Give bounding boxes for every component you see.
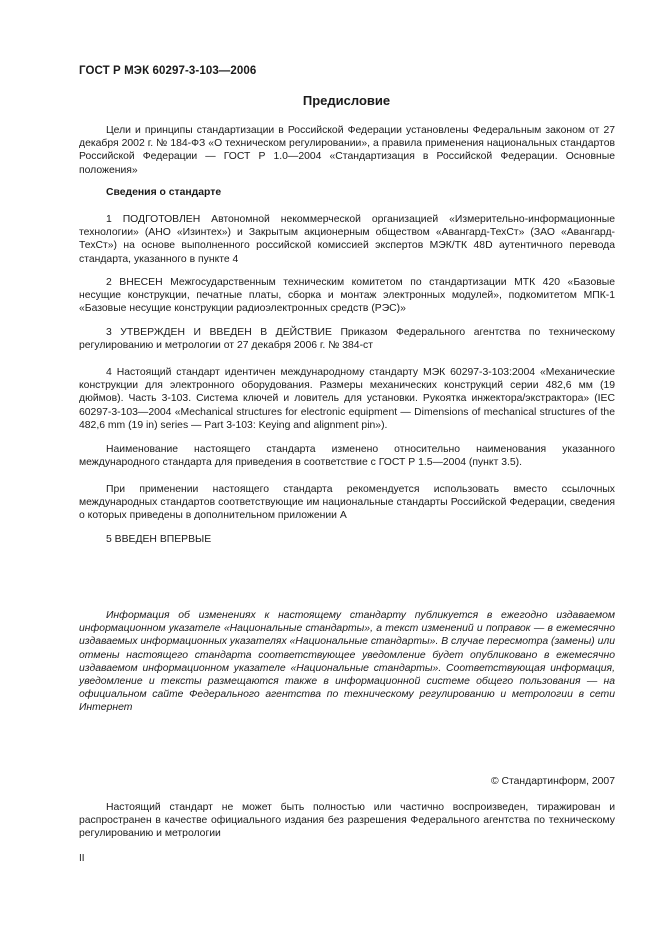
references-paragraph (79, 483, 615, 523)
item-2-text: 2 ВНЕСЕН Межгосударственным техническим комитетом по стандартизации МТК 420 «Базовые несущие конструкции, печатные платы, сборка и монтаж электронных модулей», подкомитетом МПК-1 «Базовые несущие конструкции радиоэлектронных средств (РЭС)» (79, 277, 615, 315)
subheading-text: Сведения о стандарте (106, 187, 222, 198)
name-change-paragraph (79, 443, 615, 469)
item-3 (79, 326, 615, 352)
intro-paragraph (79, 124, 615, 177)
item-4-text: 4 Настоящий стандарт идентичен международному стандарту МЭК 60297-3-103:2004 «Механические конструкции для электронного оборудования. Размеры механических конструкций серии 482,6 мм (19 дюймов). Часть 3-103. Система ключей и ловитель для установки. Рукоятка инжектора/экстрактора» (IEC 60297-3-103—2004 «Mechanical structures for electronic equipment — Dimensions of mechanical structures of the 482,6 mm (19 in) series — Part 3-103: Keying and alignment pin»). (79, 367, 615, 431)
reproduction-text: Настоящий стандарт не может быть полностью или частично воспроизведен, тиражирован и распространен в качестве официального издания без разрешения Федерального агентства по техническому регулированию и метрологии (79, 802, 615, 840)
item-3-text: 3 УТВЕРЖДЕН И ВВЕДЕН В ДЕЙСТВИЕ Приказом Федерального агентства по техническому регулированию и метрологии от 27 декабря 2006 г. № 384-ст (79, 327, 615, 352)
info-notice (79, 609, 615, 715)
subheading (79, 186, 615, 199)
references-text: При применении настоящего стандарта рекомендуется использовать вместо ссылочных международных стандартов соответствующие им национальные стандарты Российской Федерации, сведения о которых приведены в дополнительном приложении А (79, 484, 615, 522)
reproduction-notice (79, 801, 615, 841)
item-5 (79, 533, 615, 546)
intro-text: Цели и принципы стандартизации в Российской Федерации установлены Федеральным законом от 27 декабря 2002 г. № 184-ФЗ «О техническом регулировании», а правила применения национальных стандартов Российской Федерации — ГОСТ Р 1.0—2004 «Стандартизация в Российской Федерации. Основные положения» (79, 125, 615, 176)
page-title: Предисловие (302, 93, 391, 108)
item-4 (79, 366, 615, 432)
copyright: © Стандартинформ, 2007 (490, 776, 615, 787)
document-header: ГОСТ Р МЭК 60297-3-103—2006 (79, 65, 257, 77)
item-1-text: 1 ПОДГОТОВЛЕН Автономной некоммерческой организацией «Измерительно-информационные технологии» (АНО «Изинтех») и Закрытым акционерным обществом «Авангард-ТехСт» (ЗАО «Авангард-ТехСт») на основе выполненного российской комиссией экспертов МЭК/ТК 48D аутентичного перевода стандарта, указанного в пункте 4 (79, 214, 615, 265)
item-5-text: 5 ВВЕДЕН ВПЕРВЫЕ (106, 534, 212, 545)
info-notice-text: Информация об изменениях к настоящему стандарту публикуется в ежегодно издаваемом информационном указателе «Национальные стандарты», а текст изменений и поправок — в ежемесячно издаваемых информационных указателях «Национальные стандарты». В случае пересмотра (замены) или отмены настоящего стандарта соответствующее уведомление будет опубликовано в ежемесячно издаваемом информационном указателе «Национальные стандарты». Соответствующая информация, уведомление и тексты размещаются также в информационной системе общего пользования — на официальном сайте Федерального агентства по техническому регулированию и метрологии в сети Интернет (79, 610, 615, 714)
name-change-text: Наименование настоящего стандарта изменено относительно наименования указанного международного стандарта для приведения в соответствие с ГОСТ Р 1.5—2004 (пункт 3.5). (79, 444, 615, 469)
item-1 (79, 213, 615, 266)
page-number: II (79, 853, 85, 864)
item-2 (79, 276, 615, 316)
